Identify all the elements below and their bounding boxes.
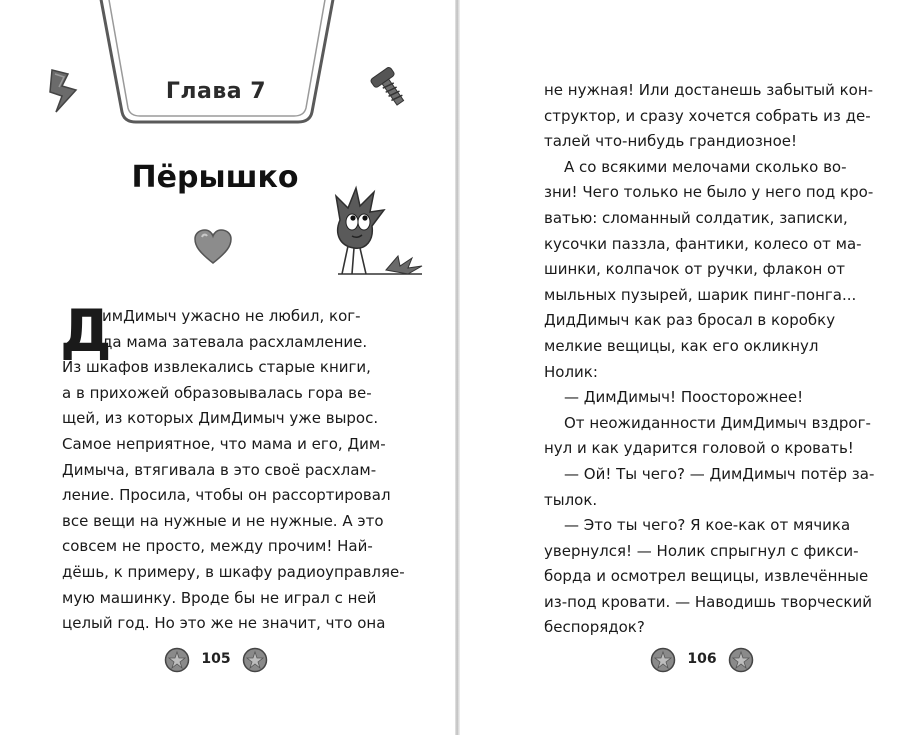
lightning-bolt-icon: [46, 68, 86, 114]
text-line: из-под кровати. — Наводишь творческий: [544, 592, 872, 611]
screw-head-icon: [650, 647, 676, 673]
right-page-text: [544, 78, 875, 641]
screw-icon: [370, 66, 410, 110]
text-line: — Ой! Ты чего? — ДимДимыч потёр за-: [564, 464, 875, 483]
text-line: талей что-нибудь грандиозное!: [544, 132, 798, 151]
page-number-right: [650, 647, 754, 673]
left-page-text: [60, 297, 405, 637]
text-line: Димыча, втягивала в это своё расхлам-: [62, 460, 377, 479]
text-line: мелкие вещицы, как его окликнул: [544, 336, 819, 355]
text-line: да мама затевала расхламление.: [102, 332, 368, 351]
text-line: нул и как ударится головой о кровать!: [544, 439, 854, 458]
screw-head-icon: [242, 647, 268, 673]
text-line: тылок.: [544, 490, 598, 509]
text-line: структор, и сразу хочется собрать из де-: [544, 106, 871, 125]
text-line: а в прихожей образовывалась гора ве-: [62, 383, 372, 402]
text-line: Самое неприятное, что мама и его, Дим-: [62, 434, 386, 453]
text-line: целый год. Но это же не значит, что она: [62, 614, 386, 633]
heart-icon: [193, 228, 233, 266]
text-line: Нолик:: [544, 362, 598, 381]
page-number-left: [164, 647, 268, 673]
chapter-title: Пёрышко: [131, 160, 299, 195]
text-line: дёшь, к примеру, в шкафу радиоуправляе-: [62, 562, 405, 581]
drop-cap: Д: [60, 297, 112, 365]
screw-head-icon: [728, 647, 754, 673]
text-line: ватью: сломанный солдатик, записки,: [544, 208, 848, 227]
page-number: 106: [687, 651, 717, 667]
text-line: беспорядок?: [544, 618, 645, 637]
text-line: имДимыч ужасно не любил, ког-: [102, 307, 361, 325]
book-gutter: [455, 0, 460, 735]
screw-head-icon: [164, 647, 190, 673]
page-number: 105: [201, 651, 231, 667]
text-line: — ДимДимыч! Поосторожнее!: [564, 388, 804, 407]
text-line: зни! Чего только не было у него под кро-: [544, 183, 874, 202]
text-line: увернулся! — Нолик спрыгнул с фикси-: [544, 541, 859, 560]
text-line: — Это ты чего? Я кое-как от мячика: [564, 516, 851, 535]
text-line: кусочки паззла, фантики, колесо от ма-: [544, 234, 862, 253]
text-line: А со всякими мелочами сколько во-: [564, 157, 847, 176]
chapter-frame: [92, 0, 342, 134]
text-line: Из шкафов извлекались старые книги,: [62, 358, 371, 377]
fixie-character-illustration: [326, 182, 426, 282]
text-line: От неожиданности ДимДимыч вздрог-: [564, 413, 871, 432]
text-line: щей, из которых ДимДимыч уже вырос.: [62, 409, 379, 428]
text-line: все вещи на нужные и не нужные. А это: [62, 511, 384, 530]
text-line: ление. Просила, чтобы он рассортировал: [62, 486, 391, 505]
chapter-label: Глава 7: [165, 79, 267, 104]
text-line: совсем не просто, между прочим! Най-: [62, 537, 373, 556]
text-line: борда и осмотрел вещицы, извлечённые: [544, 567, 869, 586]
text-line: не нужная! Или достанешь забытый кон-: [544, 81, 874, 99]
text-line: мыльных пузырей, шарик пинг-понга...: [544, 285, 857, 304]
text-line: шинки, колпачок от ручки, флакон от: [544, 260, 845, 279]
text-line: ДидДимыч как раз бросал в коробку: [544, 311, 836, 330]
text-line: мую машинку. Вроде бы не играл с ней: [62, 588, 377, 607]
